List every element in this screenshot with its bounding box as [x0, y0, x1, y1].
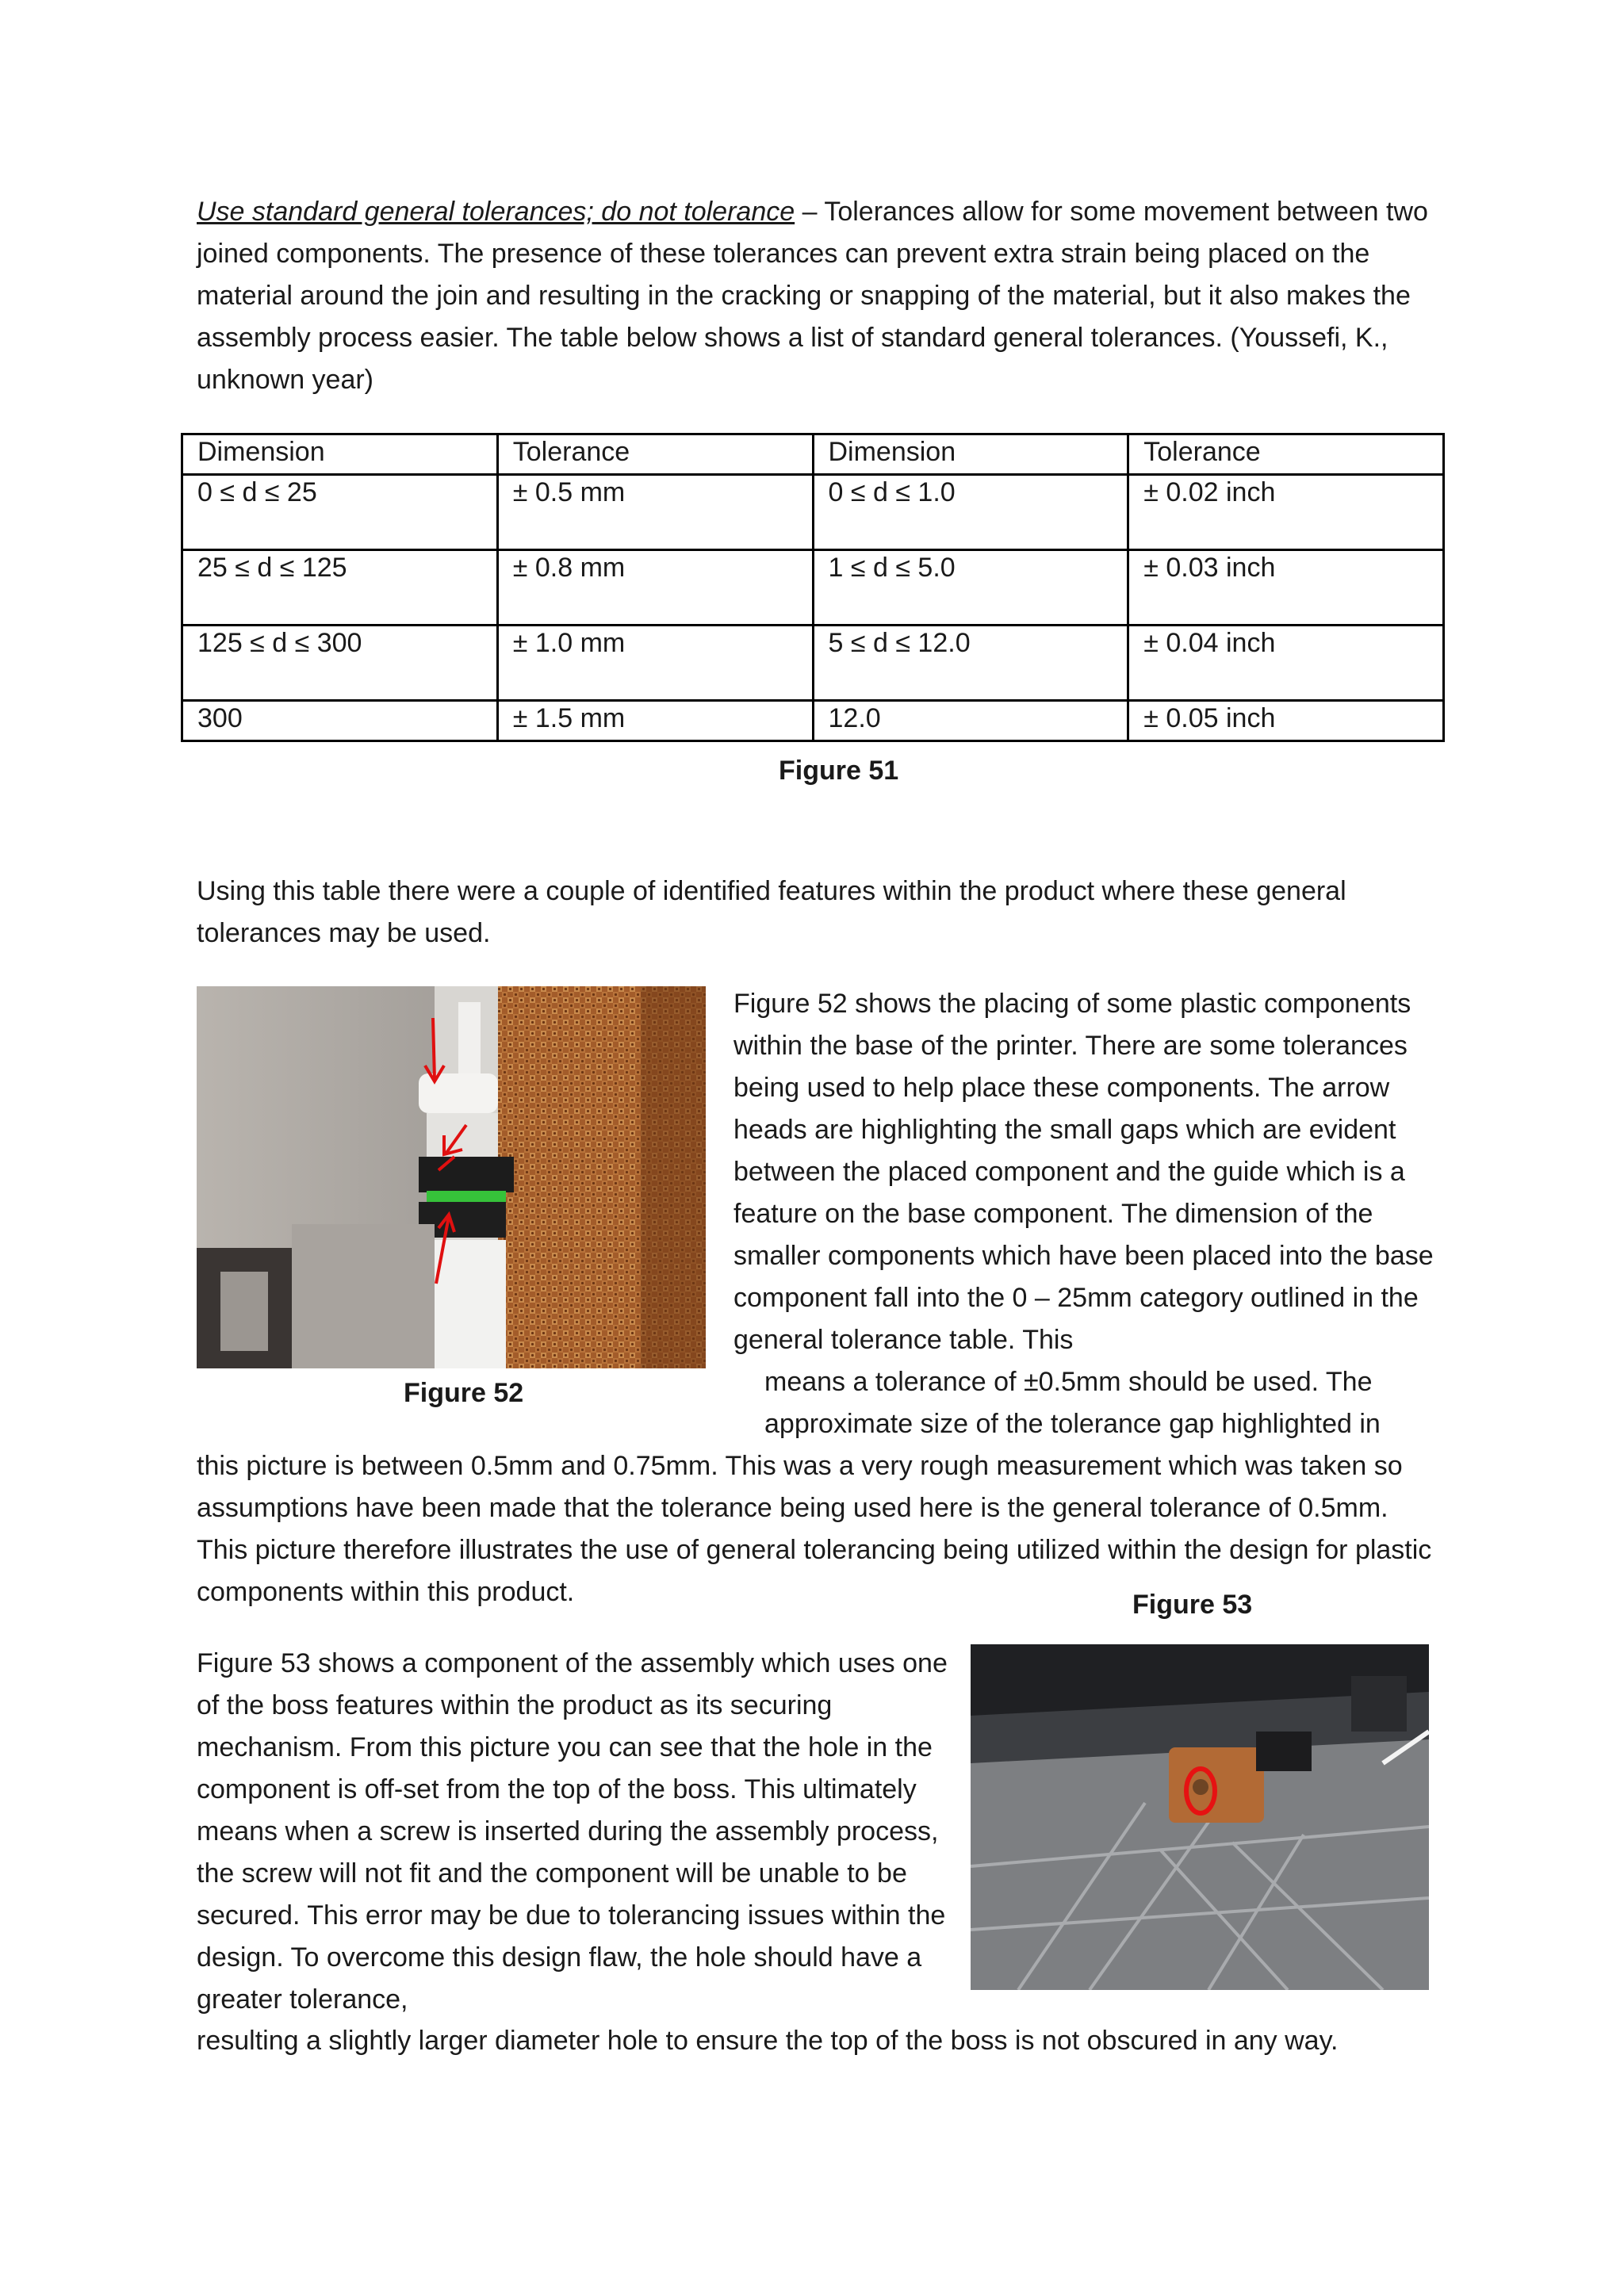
table-cell: ± 1.0 mm: [497, 626, 813, 701]
table-cell: 1 ≤ d ≤ 5.0: [813, 550, 1128, 626]
table-cell: 125 ≤ d ≤ 300: [182, 626, 498, 701]
figure-53-caption: Figure 53: [1132, 1590, 1253, 1620]
table-header-cell: Dimension: [813, 434, 1128, 475]
figure-53-side-text: Figure 53 shows a component of the assembly which uses one of the boss features within the product as its securing mechanism. From this picture you can see that the hole in the component is off-set from the top of the boss. This ultimately means when a screw is inserted during the assembly process, the screw will not fit and the component will be unable to be secured. This error may be due to tolerancing issues within the design. To overcome this design flaw, the hole should have a greater tolerance,: [197, 1648, 948, 2015]
table-header-cell: Dimension: [182, 434, 498, 475]
figure-52-text-indent-1: means a tolerance of ±0.5mm should be used. The: [764, 1367, 1373, 1397]
table-row: [182, 701, 1444, 741]
figure-52-caption: Figure 52: [404, 1378, 524, 1408]
figure-51-caption: Figure 51: [779, 756, 899, 786]
table-cell: 300: [182, 701, 498, 741]
table-row: [182, 475, 1444, 550]
table-header-cell: Tolerance: [1128, 434, 1444, 475]
intro-body: – Tolerances allow for some movement between two joined components. The presence of these tolerances can prevent extra strain being placed on the material around the join and resulting in the cracking or snapping of the material, but it also makes the assembly process easier. The table below shows a list of standard general tolerances. (Youssefi, K., unknown year): [197, 197, 1428, 395]
table-cell: 0 ≤ d ≤ 1.0: [813, 475, 1128, 550]
table-cell: ± 0.02 inch: [1128, 475, 1444, 550]
table-cell: 25 ≤ d ≤ 125: [182, 550, 498, 626]
tolerance-table: [181, 433, 1445, 742]
table-cell: ± 0.04 inch: [1128, 626, 1444, 701]
table-cell: 0 ≤ d ≤ 25: [182, 475, 498, 550]
usage-paragraph: Using this table there were a couple of identified features within the product where these general tolerances may be used.: [197, 876, 1346, 948]
table-cell: 12.0: [813, 701, 1128, 741]
table-cell: ± 0.03 inch: [1128, 550, 1444, 626]
table-cell: ± 0.8 mm: [497, 550, 813, 626]
figure-53-last-line: resulting a slightly larger diameter hole to ensure the top of the boss is not obscured in any way.: [197, 2026, 1339, 2056]
intro-heading: Use standard general tolerances; do not tolerance: [197, 197, 795, 227]
table-cell: ± 0.5 mm: [497, 475, 813, 550]
table-header-cell: Tolerance: [497, 434, 813, 475]
table-cell: 5 ≤ d ≤ 12.0: [813, 626, 1128, 701]
table-cell: ± 0.05 inch: [1128, 701, 1444, 741]
figure-52-full-text: this picture is between 0.5mm and 0.75mm. This was a very rough measurement which was taken so assumptions have been made that the tolerance being used here is the general tolerance of 0.5mm. This picture therefore illustrates the use of general tolerancing being utilized within the design for plastic components within this product.: [197, 1451, 1432, 1607]
table-row: [182, 550, 1444, 626]
table-row: [182, 626, 1444, 701]
figure-52-side-text: Figure 52 shows the placing of some plastic components within the base of the printer. There are some tolerances being used to help place these components. The arrow heads are highlighting the small gaps which are evident between the placed component and the guide which is a feature on the base component. The dimension of the smaller components which have been placed into the base component fall into the 0 – 25mm category outlined in the general tolerance table. This: [733, 989, 1434, 1355]
figure-52-photo: [197, 986, 706, 1368]
table-cell: ± 1.5 mm: [497, 701, 813, 741]
table-header-row: [182, 434, 1444, 475]
figure-52-text-indent-2: approximate size of the tolerance gap highlighted in: [764, 1409, 1381, 1439]
intro-paragraph: [197, 191, 1434, 401]
figure-53-photo: [971, 1644, 1429, 1990]
